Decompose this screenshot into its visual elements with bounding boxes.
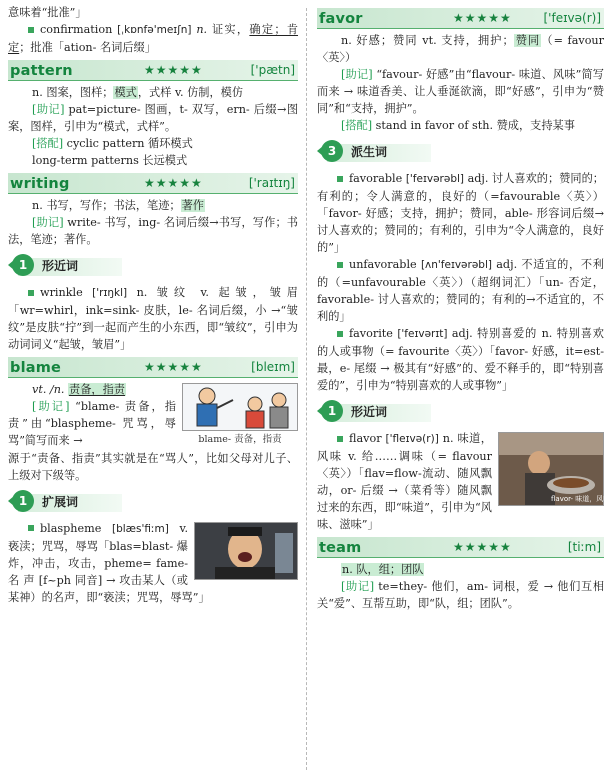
definition — [317, 561, 604, 578]
headword: pattern — [10, 62, 73, 79]
headword-bar-writing — [8, 173, 298, 194]
word: favorable — [349, 172, 403, 186]
definition: 证实， — [211, 23, 250, 37]
headword-bar-favor — [317, 8, 604, 29]
illustration-image — [182, 383, 298, 431]
section-number-badge: 3 — [321, 140, 343, 162]
mnemonic-tag: [助记] — [341, 580, 375, 594]
image-caption: flavor- 味道，风味 — [551, 495, 611, 504]
pronunciation: ['raɪtɪŋ] — [248, 176, 295, 191]
bullet-icon — [337, 436, 343, 442]
column-divider — [306, 8, 307, 770]
entry-text: adj. 不适宜的，不利的（=unfavourable〈英〉）（超纲词汇）「un- 否定，favorable- 讨人喜欢的；赞同的；有利的→不适宜的，不利的」 — [317, 258, 604, 324]
image-caption: blame- 责备，指责 — [198, 434, 282, 446]
mnemonic — [8, 214, 298, 248]
headword: blame — [10, 360, 62, 377]
highlighted-meaning: 赞同 — [514, 34, 541, 47]
mnemonic-text: “blame- 责备，指责”由“blaspheme- 咒骂，辱骂”简写而来 → — [8, 400, 176, 448]
section-similar-words — [317, 400, 604, 424]
section-number-badge: 1 — [12, 254, 34, 276]
highlighted-meaning: n. 队，组；团队 — [342, 563, 424, 577]
headword-bar-blame — [8, 357, 298, 378]
definition-underlined: 确定；肯定 — [8, 23, 299, 54]
section-title: 形近词 — [351, 405, 388, 420]
star-rating: ★★★★★ — [453, 540, 512, 555]
pronunciation: ['feɪvə(r)] — [543, 11, 601, 25]
definition-text: n. 好感；赞同 vt. 支持，拥护； — [341, 34, 514, 47]
blaspheme-illustration — [194, 522, 298, 580]
section-title: 形近词 — [42, 259, 79, 274]
entry-confirmation — [8, 21, 298, 56]
collocation-text: cyclic pattern 循环模式 — [66, 137, 193, 151]
definition — [8, 197, 298, 214]
word: flavor — [349, 432, 382, 446]
shouting-man-image — [195, 523, 297, 579]
pronunciation: ['feɪvərɪt] — [397, 328, 448, 341]
entry-wrinkle — [8, 284, 298, 353]
word: wrinkle — [40, 286, 83, 300]
blame-illustration — [182, 383, 298, 447]
pronunciation: [ˌkɒnfə'meɪʃn] — [117, 24, 192, 37]
bullet-icon — [337, 176, 343, 182]
word: favorite — [349, 327, 393, 341]
pos: vt. /n. — [32, 383, 65, 397]
definition — [317, 32, 604, 66]
headword-bar-team — [317, 537, 604, 558]
bullet-icon — [28, 525, 34, 531]
mnemonic-tag: [助记] — [32, 400, 70, 414]
section-number-badge: 1 — [321, 400, 343, 422]
collocation-tag: [搭配] — [32, 137, 64, 151]
mnemonic-text: “favour- 好感”由“flavour- 味道、风味”简写而来 → 味道香美、让人垂涎欲滴，即“好感”，引申为“赞同”和“支持，拥护”。 — [317, 68, 604, 116]
mnemonic-text: te=they- 他们，am- 词根，爱 → 他们互相关“爱”、互帮互助，即“队，组；团队”。 — [317, 580, 605, 611]
star-rating: ★★★★★ — [453, 11, 512, 25]
entry-text: n. 皱纹 v. 起皱，皱眉「wr=whirl，ink=sink- 皮肤，le- 名词后缀，小 →“皱纹”是皮肤“拧”到一起而产生的小东西，即“皱纹”，引申为动词词义“起皱，皱眉”」 — [8, 286, 298, 352]
mnemonic — [8, 101, 298, 135]
section-extended-words — [8, 490, 298, 514]
word: confirmation — [40, 23, 113, 37]
word: blaspheme — [40, 521, 102, 535]
bullet-icon — [28, 27, 34, 33]
definition-text: n. 书写，写作；书法，笔迹； — [32, 199, 181, 213]
mnemonic-text: write- 书写，ing- 名词后缀→书写，写作；书法，笔迹；著作。 — [8, 216, 298, 247]
headword: favor — [319, 11, 363, 27]
mnemonic-tag: [助记] — [341, 68, 373, 82]
star-rating: ★★★★★ — [144, 360, 203, 375]
entry-text: v. 亵渎；咒骂，辱骂「blas=blast- 爆炸，冲击，攻击，pheme= fame- 名 声 [f~ph 同音] → 攻击某人（或某神）的名声，即“亵渎；咒骂，辱骂”」 — [8, 521, 210, 604]
section-derived-words — [317, 140, 604, 164]
mnemonic — [317, 66, 604, 117]
pronunciation: ['feɪvərəbl] — [405, 173, 464, 186]
bullet-icon — [337, 262, 343, 268]
star-rating: ★★★★★ — [144, 176, 203, 191]
mnemonic-continued: 源于“责备、指责”其实就是在“骂人”，比如父母对儿子、上级对下级等。 — [8, 451, 298, 482]
section-title: 派生词 — [351, 145, 388, 160]
collocation — [8, 135, 298, 152]
mnemonic — [317, 578, 604, 612]
pronunciation: ['fleɪvə(r)] — [385, 433, 439, 446]
left-column — [8, 4, 298, 606]
highlighted-meaning: 著作 — [181, 199, 204, 213]
mnemonic-tag: [助记] — [32, 216, 64, 230]
blame-cartoon-image — [183, 384, 297, 430]
pronunciation: [tiːm] — [567, 540, 601, 555]
entry-unfavorable — [317, 256, 604, 325]
pos: n. — [196, 23, 208, 37]
collocation-tag: [搭配] — [341, 119, 373, 133]
illustration-image — [194, 522, 298, 580]
definition-text: n. 图案，图样； — [32, 85, 114, 99]
collocation — [317, 117, 604, 134]
section-title: 扩展词 — [42, 494, 79, 509]
pronunciation: [blæs'fiːm] — [112, 522, 169, 535]
definition-rest: ；批准「ation- 名词后缀」 — [19, 40, 156, 54]
entry-text: adj. 讨人喜欢的；赞同的；有利的；令人满意的，良好的（=favourable〈英〉）「favor- 好感；支持，拥护；赞同，able- 形容词后缀→讨人喜欢的；赞同的；有利的，引申为“令人满意的，良好的”」 — [317, 172, 604, 255]
entry-text: adj. 特别喜爱的 n. 特别喜欢的人或事物（= favourite〈英〉）「favor- 好感，it=est- 最，e- 尾缀 → 极其有“好感”的、爱不释手的，即“特别喜爱的”，引申为“特别喜欢的人或事物”」 — [317, 327, 604, 393]
definition — [8, 84, 298, 101]
bullet-icon — [337, 331, 343, 337]
bullet-icon — [28, 290, 34, 296]
pronunciation: ['rɪŋkl] — [92, 287, 128, 300]
entry-text: n. 味道，风味 v. 给……调味（= flavour〈英〉）「flav=flow-流动、随风飘动，or- 后缀 →（菜肴等）随风飘过来的东西，即“味道”，引申为“风味、滋味”」 — [317, 432, 492, 532]
cooking-photo-image — [499, 433, 611, 505]
word: unfavorable — [349, 258, 417, 272]
definition-text: ，式样 v. 仿制，模仿 — [137, 85, 244, 99]
continued-line: 意味着“批准”」 — [8, 6, 87, 19]
illustration-image — [498, 432, 611, 506]
section-similar-words — [8, 254, 298, 278]
headword-bar-pattern — [8, 60, 298, 81]
collocation: long-term patterns 长远模式 — [32, 154, 188, 168]
entry-favorite — [317, 325, 604, 394]
mnemonic-text: pat=picture- 图画，t- 双写，ern- 后缀→图案，图样，引申为“模式，式样”。 — [8, 103, 299, 134]
section-number-badge: 1 — [12, 490, 34, 512]
right-column — [317, 4, 611, 612]
headword: team — [319, 540, 362, 557]
pronunciation: ['pætn] — [250, 62, 295, 77]
pronunciation: [ʌn'feɪvərəbl] — [420, 259, 492, 272]
definition-text: （= favour〈英〉） — [317, 34, 604, 65]
highlighted-meaning: 模式 — [114, 85, 137, 99]
star-rating: ★★★★★ — [144, 62, 203, 77]
entry-favorable — [317, 170, 604, 256]
headword: writing — [10, 176, 70, 193]
pronunciation: [bleɪm] — [251, 360, 295, 375]
flavor-illustration — [498, 432, 611, 506]
mnemonic-tag: [助记] — [32, 103, 65, 116]
highlighted-meaning: 责备，指责 — [69, 383, 125, 397]
collocation-text: stand in favor of sth. 赞成，支持某事 — [375, 119, 575, 133]
